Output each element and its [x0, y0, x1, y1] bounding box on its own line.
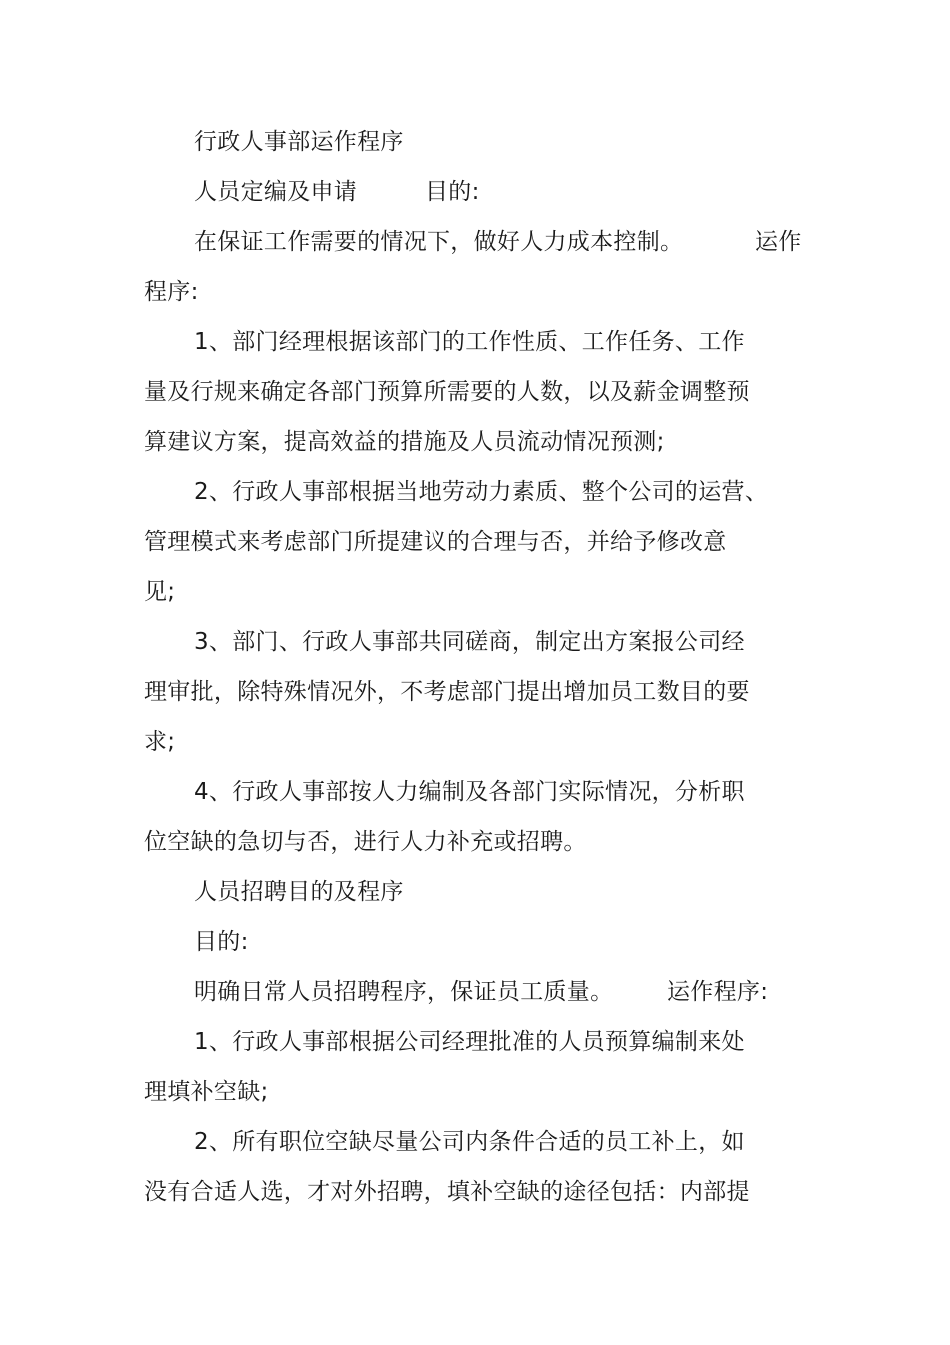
- section1-item4-line2: 位空缺的急切与否，进行人力补充或招聘。: [144, 829, 587, 855]
- section1-purpose-label: 目的:: [425, 179, 480, 205]
- section1-procedure-label-part2: 程序:: [144, 279, 199, 305]
- section1-item3-line3: 求;: [144, 729, 176, 755]
- section2-purpose-label: 目的:: [194, 929, 249, 955]
- section2-heading: 人员招聘目的及程序: [194, 879, 404, 905]
- section2-item1-line1: 1、行政人事部根据公司经理批准的人员预算编制来处: [194, 1029, 745, 1055]
- section1-item4-line1: 4、行政人事部按人力编制及各部门实际情况，分析职: [194, 779, 745, 805]
- section1-procedure-label-part1: 运作: [755, 229, 802, 255]
- document-title: 行政人事部运作程序: [194, 129, 404, 155]
- section2-procedure-label: 运作程序:: [667, 979, 769, 1005]
- section1-purpose-text: 在保证工作需要的情况下，做好人力成本控制。: [194, 229, 684, 255]
- section1-item2-line1: 2、行政人事部根据当地劳动力素质、整个公司的运营、: [194, 479, 769, 505]
- section2-item2-line2: 没有合适人选，才对外招聘，填补空缺的途径包括：内部提: [144, 1179, 750, 1205]
- section1-item1-line3: 算建议方案，提高效益的措施及人员流动情况预测;: [144, 429, 665, 455]
- section2-purpose-text: 明确日常人员招聘程序，保证员工质量。: [194, 979, 614, 1005]
- section1-item2-line2: 管理模式来考虑部门所提建议的合理与否，并给予修改意: [144, 529, 727, 555]
- section1-item2-line3: 见;: [144, 579, 176, 605]
- section1-item3-line2: 理审批，除特殊情况外，不考虑部门提出增加员工数目的要: [144, 679, 750, 705]
- section1-item1-line1: 1、部门经理根据该部门的工作性质、工作任务、工作: [194, 329, 745, 355]
- section1-item3-line1: 3、部门、行政人事部共同磋商，制定出方案报公司经: [194, 629, 745, 655]
- section1-heading: 人员定编及申请: [194, 179, 358, 205]
- section1-item1-line2: 量及行规来确定各部门预算所需要的人数，以及薪金调整预: [144, 379, 750, 405]
- section2-item2-line1: 2、所有职位空缺尽量公司内条件合适的员工补上，如: [194, 1129, 745, 1155]
- section2-item1-line2: 理填补空缺;: [144, 1079, 269, 1105]
